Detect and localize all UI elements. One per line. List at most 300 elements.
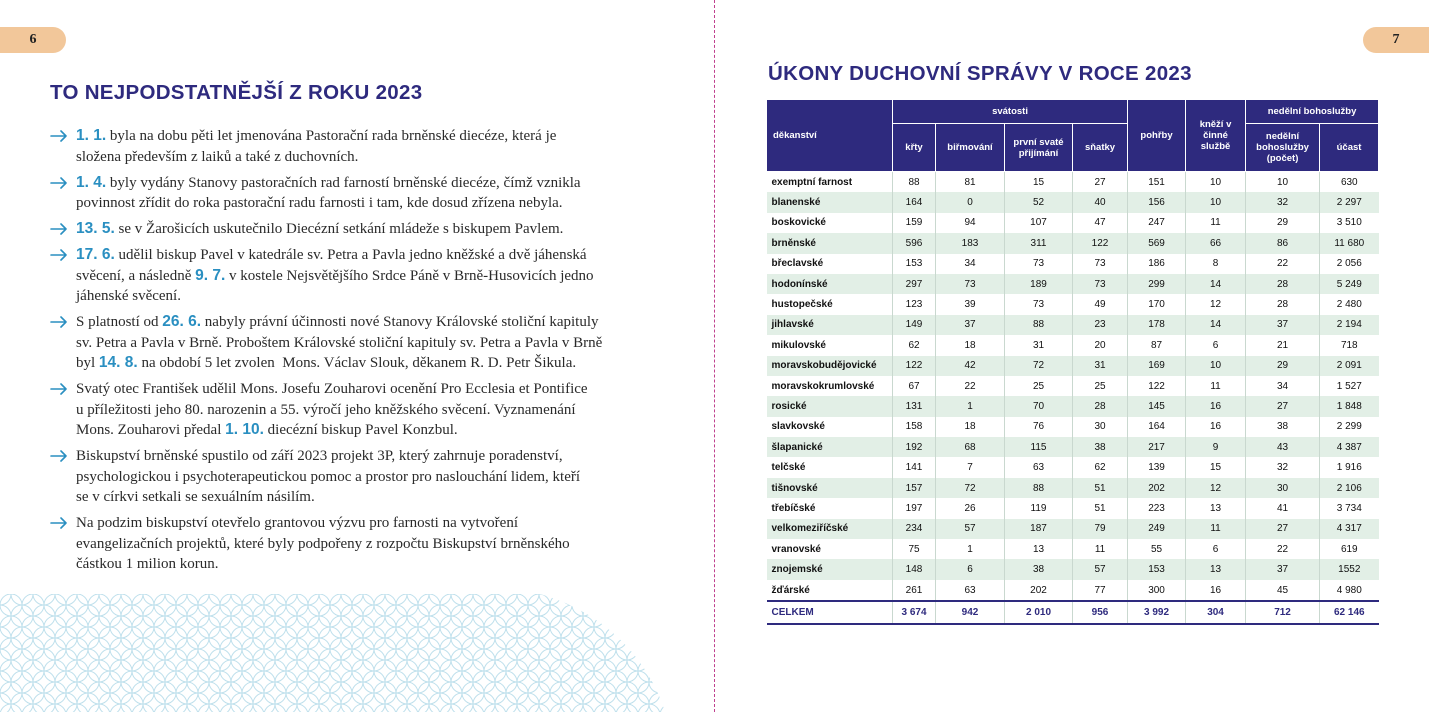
text-segment: Svatý otec František udělil Mons. Josefu Zouharovi ocenění Pro Ecclesia et Pontifice — [76, 381, 588, 397]
arrow-right-icon — [50, 383, 68, 395]
table-cell: 956 — [1073, 601, 1128, 624]
arrow-right-icon — [50, 249, 68, 261]
table-cell: 88 — [1005, 478, 1073, 498]
table-cell: 10 — [1246, 172, 1320, 193]
table-cell: 45 — [1246, 580, 1320, 601]
text-segment: na období 5 let zvolen Mons. Václav Slouk, děkanem R. D. Petr Šikula. — [137, 355, 577, 371]
table-cell: 122 — [1128, 376, 1186, 396]
table-row — [767, 519, 1379, 539]
table-cell: 6 — [1186, 539, 1246, 559]
table-cell: 1 527 — [1320, 376, 1379, 396]
table-cell: 183 — [936, 233, 1005, 253]
table-cell: 28 — [1246, 274, 1320, 294]
table-cell: 149 — [893, 315, 936, 335]
table-row — [767, 294, 1379, 314]
table-cell: 300 — [1128, 580, 1186, 601]
table-cell: 3 674 — [893, 601, 936, 624]
table-cell: 11 — [1186, 519, 1246, 539]
table-cell: 189 — [1005, 274, 1073, 294]
table-cell: 10 — [1186, 192, 1246, 212]
page-divider — [714, 0, 715, 712]
table-cell: 234 — [893, 519, 936, 539]
table-cell: 12 — [1186, 294, 1246, 314]
table-cell: 119 — [1005, 498, 1073, 518]
table-cell: boskovické — [767, 213, 893, 233]
table-row — [767, 274, 1379, 294]
table-cell: 107 — [1005, 213, 1073, 233]
arrow-right-icon — [50, 316, 68, 328]
table-cell: 2 056 — [1320, 254, 1379, 274]
table-cell: 2 480 — [1320, 294, 1379, 314]
table-cell: 30 — [1246, 478, 1320, 498]
table-cell: 26 — [936, 498, 1005, 518]
table-cell: 32 — [1246, 192, 1320, 212]
text-line — [76, 534, 670, 555]
table-cell: 141 — [893, 457, 936, 477]
table-cell: 34 — [1246, 376, 1320, 396]
date-highlight: 1. 10. — [225, 421, 264, 438]
table-cell: 40 — [1073, 192, 1128, 212]
table-cell: 712 — [1246, 601, 1320, 624]
page-number-tab — [1363, 27, 1429, 53]
list-item — [50, 446, 670, 508]
page-title: ÚKONY DUCHOVNÍ SPRÁVY V ROCE 2023 — [768, 62, 1192, 85]
text-segment: byly vydány Stanovy pastoračních rad farností brněnské diecéze, čímž vznikla — [106, 174, 581, 191]
text-segment: se v Žarošicích uskutečnilo Diecézní setkání mládeže s biskupem Pavlem. — [114, 221, 564, 237]
text-segment: u příležitosti jeho 80. narozenin a 55. výročí jeho kněžského svěcení. Vyznamenání — [76, 401, 576, 418]
table-cell: 4 317 — [1320, 519, 1379, 539]
page-number-tab — [0, 27, 66, 53]
list-item — [50, 245, 670, 307]
text-line — [76, 487, 670, 508]
table-cell: 13 — [1186, 559, 1246, 579]
table-cell: 29 — [1246, 356, 1320, 376]
table-cell: 11 680 — [1320, 233, 1379, 253]
table-cell: 42 — [936, 356, 1005, 376]
decorative-pattern — [0, 594, 715, 712]
date-highlight: 1. 1. — [76, 127, 107, 144]
table-cell: šlapanické — [767, 437, 893, 457]
text-segment: psychologickou i psychoterapeutickou pomoc a prostor pro naslouchání lidem, kteří — [76, 468, 581, 485]
table-row — [767, 356, 1379, 376]
page-number: 6 — [29, 32, 37, 47]
table-cell: 596 — [893, 233, 936, 253]
table-cell: 1 916 — [1320, 457, 1379, 477]
table-row — [767, 559, 1379, 579]
list-item — [50, 513, 670, 575]
table-cell: 8 — [1186, 254, 1246, 274]
table-cell: 21 — [1246, 335, 1320, 355]
table-cell: 16 — [1186, 580, 1246, 601]
header-priests: kněží v činné službě — [1186, 100, 1246, 172]
table-cell: jihlavské — [767, 315, 893, 335]
table-row — [767, 376, 1379, 396]
table-row — [767, 417, 1379, 437]
table-row — [767, 457, 1379, 477]
table-cell: 123 — [893, 294, 936, 314]
table-cell: 192 — [893, 437, 936, 457]
table-row — [767, 233, 1379, 253]
text-line — [76, 420, 670, 441]
table-cell: 11 — [1186, 376, 1246, 396]
text-segment: Na podzim biskupství otevřelo grantovou výzvu pro farnosti na vytvoření — [76, 515, 518, 531]
text-line — [76, 513, 670, 534]
table-cell: 2 091 — [1320, 356, 1379, 376]
table-cell: blanenské — [767, 192, 893, 212]
table-cell: 73 — [1073, 274, 1128, 294]
table-cell: 38 — [1073, 437, 1128, 457]
table-cell: 51 — [1073, 478, 1128, 498]
table-cell: 25 — [1073, 376, 1128, 396]
page-number: 7 — [1392, 32, 1400, 47]
text-line — [76, 353, 670, 374]
table-cell: 76 — [1005, 417, 1073, 437]
text-line — [76, 173, 670, 194]
list-item — [50, 126, 670, 167]
table-cell: brněnské — [767, 233, 893, 253]
table-cell: 57 — [936, 519, 1005, 539]
text-line — [76, 245, 670, 266]
table-cell: 29 — [1246, 213, 1320, 233]
date-highlight: 17. 6. — [76, 246, 115, 263]
table-total-row — [767, 601, 1379, 624]
table-cell: 159 — [893, 213, 936, 233]
table-cell: 304 — [1186, 601, 1246, 624]
header-first-communion: první svaté přijímání — [1005, 124, 1073, 172]
table-cell: 63 — [1005, 457, 1073, 477]
table-cell: 73 — [1005, 254, 1073, 274]
header-funerals: pohřby — [1128, 100, 1186, 172]
table-cell: znojemské — [767, 559, 893, 579]
table-cell: 2 297 — [1320, 192, 1379, 212]
table-cell: 63 — [936, 580, 1005, 601]
table-cell: 88 — [1005, 315, 1073, 335]
table-cell: 4 387 — [1320, 437, 1379, 457]
table-cell: 247 — [1128, 213, 1186, 233]
table-cell: 151 — [1128, 172, 1186, 193]
text-segment: v kostele Nejsvětějšího Srdce Páně v Brně-Husovicích jedno — [225, 267, 594, 284]
table-cell: 73 — [1005, 294, 1073, 314]
table-cell: 11 — [1186, 213, 1246, 233]
highlights-list — [50, 126, 670, 580]
table-cell: 7 — [936, 457, 1005, 477]
text-segment: udělil biskup Pavel v katedrále sv. Petra a Pavla jedno kněžské a dvě jáhenská — [114, 247, 587, 263]
table-row — [767, 335, 1379, 355]
table-cell: 13 — [1005, 539, 1073, 559]
list-item — [50, 312, 670, 374]
table-cell: 23 — [1073, 315, 1128, 335]
text-line — [76, 266, 670, 287]
text-segment: svěcení, a následně — [76, 267, 196, 284]
table-cell: exemptní farnost — [767, 172, 893, 193]
text-line — [76, 379, 670, 400]
table-cell: rosické — [767, 396, 893, 416]
date-highlight: 14. 8. — [98, 354, 138, 371]
table-cell: 186 — [1128, 254, 1186, 274]
table-cell: 202 — [1128, 478, 1186, 498]
text-segment: byla na dobu pěti let jmenována Pastorační rada brněnské diecéze, která je — [106, 128, 557, 144]
table-cell: 41 — [1246, 498, 1320, 518]
text-segment: byl — [76, 355, 99, 371]
table-cell: 37 — [1246, 559, 1320, 579]
table-cell: 148 — [893, 559, 936, 579]
table-cell: 1 — [936, 396, 1005, 416]
table-cell: žďárské — [767, 580, 893, 601]
table-cell: hodonínské — [767, 274, 893, 294]
table-cell: 718 — [1320, 335, 1379, 355]
header-services-count: nedělní bohoslužby (počet) — [1246, 124, 1320, 172]
table-cell: 2 299 — [1320, 417, 1379, 437]
table-cell: 27 — [1246, 396, 1320, 416]
table-cell: 2 194 — [1320, 315, 1379, 335]
table-row — [767, 437, 1379, 457]
text-segment: diecézní biskup Pavel Konzbul. — [263, 422, 458, 438]
table-cell: moravskokrumlovské — [767, 376, 893, 396]
header-confirmations: biřmování — [936, 124, 1005, 172]
text-line — [76, 147, 670, 168]
table-cell: 1 848 — [1320, 396, 1379, 416]
table-cell: 942 — [936, 601, 1005, 624]
table-cell: 569 — [1128, 233, 1186, 253]
table-cell: 223 — [1128, 498, 1186, 518]
date-highlight: 13. 5. — [76, 220, 115, 237]
table-cell: 6 — [936, 559, 1005, 579]
text-line — [76, 333, 670, 354]
table-cell: 18 — [936, 335, 1005, 355]
table-cell: 145 — [1128, 396, 1186, 416]
table-cell: 1 — [936, 539, 1005, 559]
table-cell: 62 — [1073, 457, 1128, 477]
table-cell: 31 — [1073, 356, 1128, 376]
header-sunday-services: nedělní bohoslužby — [1246, 100, 1379, 124]
table-cell: 13 — [1186, 498, 1246, 518]
table-cell: vranovské — [767, 539, 893, 559]
text-segment: částkou 1 milion korun. — [76, 556, 219, 572]
table-cell: 87 — [1128, 335, 1186, 355]
text-segment: evangelizačních projektů, které byly podpořeny z rozpočtu Biskupství brněnského — [76, 535, 570, 552]
table-cell: 630 — [1320, 172, 1379, 193]
table-cell: 88 — [893, 172, 936, 193]
table-row — [767, 539, 1379, 559]
text-line — [76, 446, 670, 467]
table-cell: 31 — [1005, 335, 1073, 355]
table-cell: 15 — [1005, 172, 1073, 193]
table-cell: 72 — [936, 478, 1005, 498]
table-cell: 22 — [1246, 254, 1320, 274]
table-cell: 131 — [893, 396, 936, 416]
table-cell: 3 510 — [1320, 213, 1379, 233]
table-cell: 6 — [1186, 335, 1246, 355]
table-row — [767, 315, 1379, 335]
date-highlight: 26. 6. — [162, 313, 202, 330]
table-cell: slavkovské — [767, 417, 893, 437]
text-segment: povinnost zřídit do roka pastorační radu farnosti i tam, kde dosud zřízena nebyla. — [76, 195, 563, 211]
table-cell: 156 — [1128, 192, 1186, 212]
table-cell: 86 — [1246, 233, 1320, 253]
header-weddings: sňatky — [1073, 124, 1128, 172]
table-cell: 3 734 — [1320, 498, 1379, 518]
table-cell: 73 — [936, 274, 1005, 294]
table-cell: 68 — [936, 437, 1005, 457]
table-cell: 62 146 — [1320, 601, 1379, 624]
text-line — [76, 286, 670, 307]
table-cell: moravskobudějovické — [767, 356, 893, 376]
table-cell: 81 — [936, 172, 1005, 193]
table-cell: velkomeziříčské — [767, 519, 893, 539]
table-cell: 38 — [1005, 559, 1073, 579]
table-cell: mikulovské — [767, 335, 893, 355]
table-cell: 164 — [893, 192, 936, 212]
table-row — [767, 254, 1379, 274]
table-cell: 75 — [893, 539, 936, 559]
arrow-right-icon — [50, 223, 68, 235]
table-row — [767, 580, 1379, 601]
header-attendance: účast — [1320, 124, 1379, 172]
table-cell: 202 — [1005, 580, 1073, 601]
table-cell: 55 — [1128, 539, 1186, 559]
text-line — [76, 312, 670, 333]
table-cell: 18 — [936, 417, 1005, 437]
table-cell: 217 — [1128, 437, 1186, 457]
text-segment: jáhenské svěcení. — [76, 288, 181, 304]
table-cell: 10 — [1186, 172, 1246, 193]
table-cell: 34 — [936, 254, 1005, 274]
text-segment: sv. Petra a Pavla v Brně. Proboštem Královské stoliční kapituly sv. Petra a Pavla v Brně — [76, 334, 603, 351]
table-cell: CELKEM — [767, 601, 893, 624]
table-cell: hustopečské — [767, 294, 893, 314]
text-line — [76, 126, 670, 147]
table-cell: 57 — [1073, 559, 1128, 579]
table-cell: 28 — [1073, 396, 1128, 416]
table-cell: 77 — [1073, 580, 1128, 601]
table-cell: 153 — [1128, 559, 1186, 579]
table-cell: 22 — [1246, 539, 1320, 559]
table-cell: 158 — [893, 417, 936, 437]
table-cell: 2 010 — [1005, 601, 1073, 624]
header-baptisms: křty — [893, 124, 936, 172]
table-row — [767, 192, 1379, 212]
table-cell: 3 992 — [1128, 601, 1186, 624]
header-deanery: děkanství — [767, 100, 893, 172]
table-cell: 30 — [1073, 417, 1128, 437]
table-cell: 79 — [1073, 519, 1128, 539]
table-cell: třebíčské — [767, 498, 893, 518]
table-cell: 139 — [1128, 457, 1186, 477]
table-cell: 11 — [1073, 539, 1128, 559]
list-item — [50, 379, 670, 441]
table-cell: 14 — [1186, 274, 1246, 294]
table-cell: 70 — [1005, 396, 1073, 416]
table-cell: 122 — [893, 356, 936, 376]
table-cell: 49 — [1073, 294, 1128, 314]
table-cell: 157 — [893, 478, 936, 498]
table-cell: 20 — [1073, 335, 1128, 355]
text-line — [76, 467, 670, 488]
header-sacraments: svátosti — [893, 100, 1128, 124]
text-line — [76, 400, 670, 421]
table-cell: 115 — [1005, 437, 1073, 457]
text-line — [76, 219, 670, 240]
table-cell: 72 — [1005, 356, 1073, 376]
arrow-right-icon — [50, 450, 68, 462]
table-cell: 14 — [1186, 315, 1246, 335]
table-cell: 37 — [936, 315, 1005, 335]
table-cell: 4 980 — [1320, 580, 1379, 601]
table-cell: 73 — [1073, 254, 1128, 274]
table-row — [767, 213, 1379, 233]
text-segment: se v církvi setkali se sexuálním násilím. — [76, 489, 315, 505]
table-cell: 178 — [1128, 315, 1186, 335]
date-highlight: 9. 7. — [195, 266, 226, 284]
table-cell: 32 — [1246, 457, 1320, 477]
table-cell: 249 — [1128, 519, 1186, 539]
table-row — [767, 172, 1379, 193]
list-item — [50, 219, 670, 240]
table-cell: 153 — [893, 254, 936, 274]
table-cell: 5 249 — [1320, 274, 1379, 294]
table-cell: telčské — [767, 457, 893, 477]
table-cell: 94 — [936, 213, 1005, 233]
table-cell: 187 — [1005, 519, 1073, 539]
table-cell: 22 — [936, 376, 1005, 396]
table-row — [767, 396, 1379, 416]
date-highlight: 1. 4. — [76, 173, 107, 191]
table-cell: 0 — [936, 192, 1005, 212]
table-cell: 66 — [1186, 233, 1246, 253]
table-cell: tišnovské — [767, 478, 893, 498]
table-cell: břeclavské — [767, 254, 893, 274]
table-cell: 28 — [1246, 294, 1320, 314]
table-cell: 261 — [893, 580, 936, 601]
list-item — [50, 173, 670, 214]
table-cell: 9 — [1186, 437, 1246, 457]
table-cell: 16 — [1186, 417, 1246, 437]
page-title: TO NEJPODSTATNĚJŠÍ Z ROKU 2023 — [50, 81, 423, 104]
text-segment: S platností od — [76, 314, 163, 330]
table-cell: 170 — [1128, 294, 1186, 314]
arrow-right-icon — [50, 177, 68, 189]
table-cell: 169 — [1128, 356, 1186, 376]
arrow-right-icon — [50, 517, 68, 529]
table-cell: 122 — [1073, 233, 1128, 253]
table-row — [767, 478, 1379, 498]
pastoral-acts-table — [766, 99, 1379, 625]
table-cell: 15 — [1186, 457, 1246, 477]
table-cell: 2 106 — [1320, 478, 1379, 498]
table-cell: 619 — [1320, 539, 1379, 559]
table-cell: 37 — [1246, 315, 1320, 335]
table-cell: 299 — [1128, 274, 1186, 294]
table-cell: 1552 — [1320, 559, 1379, 579]
table-row — [767, 498, 1379, 518]
table-cell: 297 — [893, 274, 936, 294]
table-cell: 38 — [1246, 417, 1320, 437]
table-cell: 62 — [893, 335, 936, 355]
text-line — [76, 193, 670, 214]
table-cell: 27 — [1073, 172, 1128, 193]
text-segment: Mons. Zouharovi předal — [76, 422, 226, 438]
table-cell: 164 — [1128, 417, 1186, 437]
table-cell: 311 — [1005, 233, 1073, 253]
table-cell: 43 — [1246, 437, 1320, 457]
table-cell: 51 — [1073, 498, 1128, 518]
text-segment: složena především z laiků a také z duchovních. — [76, 148, 359, 165]
table-cell: 12 — [1186, 478, 1246, 498]
text-segment: nabyly právní účinnosti nové Stanovy Královské stoliční kapituly — [201, 314, 599, 330]
table-cell: 67 — [893, 376, 936, 396]
text-line — [76, 554, 670, 575]
right-page — [716, 0, 1429, 712]
